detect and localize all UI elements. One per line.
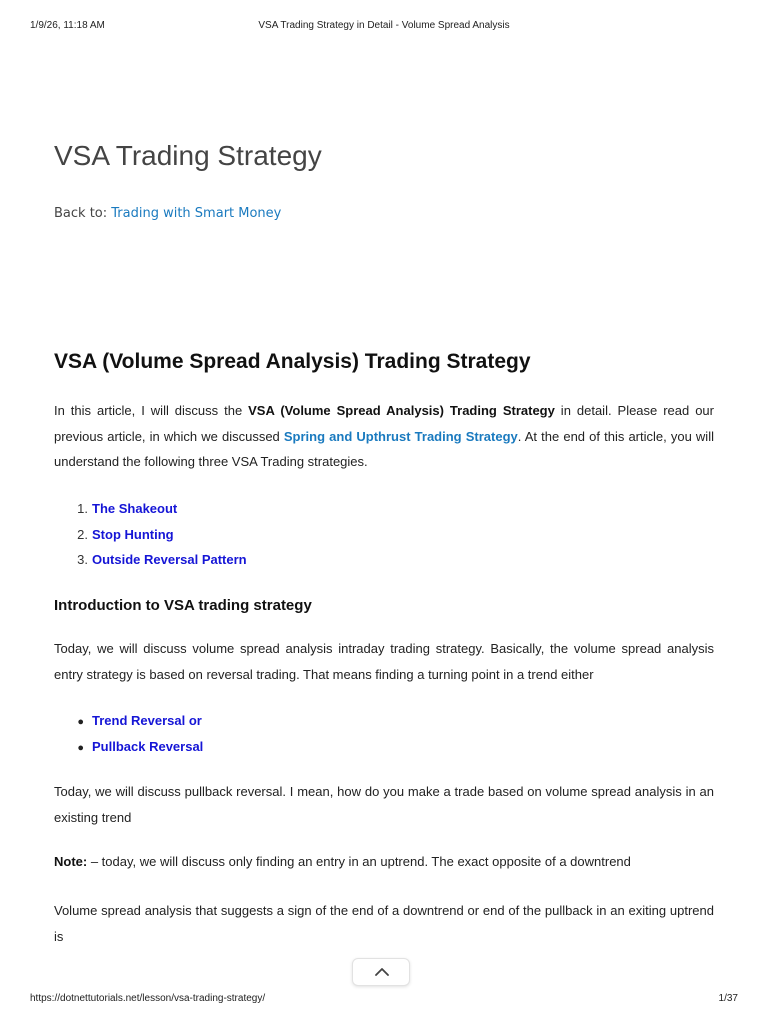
chevron-up-icon bbox=[374, 966, 390, 978]
print-header bbox=[0, 20, 768, 34]
list-number: 1. bbox=[77, 501, 88, 516]
print-footer bbox=[0, 993, 768, 1007]
list-item bbox=[54, 547, 454, 573]
lesson-title: VSA Trading Strategy bbox=[54, 140, 322, 171]
list-item bbox=[54, 708, 454, 734]
list-item bbox=[54, 522, 454, 548]
note-paragraph bbox=[54, 849, 714, 875]
intro-text-2: in detail. Please read our previous article, in which we discussed bbox=[54, 403, 714, 444]
intro-paragraph bbox=[54, 398, 714, 475]
intro-text-3: . At the end of this article, you will understand the following three VSA Trading strategies. bbox=[54, 428, 714, 469]
paragraph-reversal-trading: Today, we will discuss volume spread analysis intraday trading strategy. Basically, the volume spread analysis entry strategy is based on reversal trading. That means finding a turning point in a trend either bbox=[54, 641, 714, 682]
bullet: ● bbox=[77, 716, 84, 728]
list-item bbox=[54, 496, 454, 522]
back-to-link[interactable]: Trading with Smart Money bbox=[111, 206, 282, 221]
note-label: Note: bbox=[54, 854, 88, 869]
article-heading: VSA (Volume Spread Analysis) Trading Strategy bbox=[54, 350, 531, 373]
strategies-list bbox=[54, 496, 454, 573]
list-item bbox=[54, 734, 454, 760]
print-page-title: VSA Trading Strategy in Detail - Volume Spread Analysis bbox=[258, 20, 510, 31]
paragraph-pullback: Today, we will discuss pullback reversal. I mean, how do you make a trade based on volume spread analysis in an existing trend bbox=[54, 784, 714, 825]
intro-text-1: In this article, I will discuss the bbox=[54, 403, 249, 418]
breadcrumb bbox=[54, 206, 281, 221]
back-to-label: Back to: bbox=[54, 206, 112, 221]
section-heading: Introduction to VSA trading strategy bbox=[54, 597, 312, 614]
list-number: 2. bbox=[77, 526, 88, 542]
paragraph-downtrend: Volume spread analysis that suggests a sign of the end of a downtrend or end of the pullback in an exiting uptrend is bbox=[54, 903, 714, 944]
pullback-reversal-link[interactable]: Pullback Reversal bbox=[92, 738, 204, 754]
page-number: 1/37 bbox=[718, 993, 738, 1004]
note-text: – today, we will discuss only finding an entry in an uptrend. The exact opposite of a downtrend bbox=[87, 854, 631, 869]
bullet: ● bbox=[77, 741, 84, 754]
strategy-link-shakeout[interactable]: The Shakeout bbox=[92, 501, 178, 516]
scroll-to-top-button[interactable] bbox=[352, 958, 410, 986]
print-datetime: 1/9/26, 11:18 AM bbox=[30, 20, 105, 31]
print-url: https://dotnettutorials.net/lesson/vsa-trading-strategy/ bbox=[30, 993, 266, 1004]
intro-bold: VSA (Volume Spread Analysis) Trading Strategy bbox=[248, 403, 555, 418]
strategy-link-outside-reversal[interactable]: Outside Reversal Pattern bbox=[92, 552, 247, 567]
previous-article-link[interactable]: Spring and Upthrust Trading Strategy bbox=[283, 428, 518, 444]
reversal-list bbox=[54, 708, 454, 759]
trend-reversal-link[interactable]: Trend Reversal or bbox=[92, 713, 202, 728]
list-number: 3. bbox=[77, 552, 88, 567]
strategy-link-stop-hunting[interactable]: Stop Hunting bbox=[92, 526, 174, 542]
